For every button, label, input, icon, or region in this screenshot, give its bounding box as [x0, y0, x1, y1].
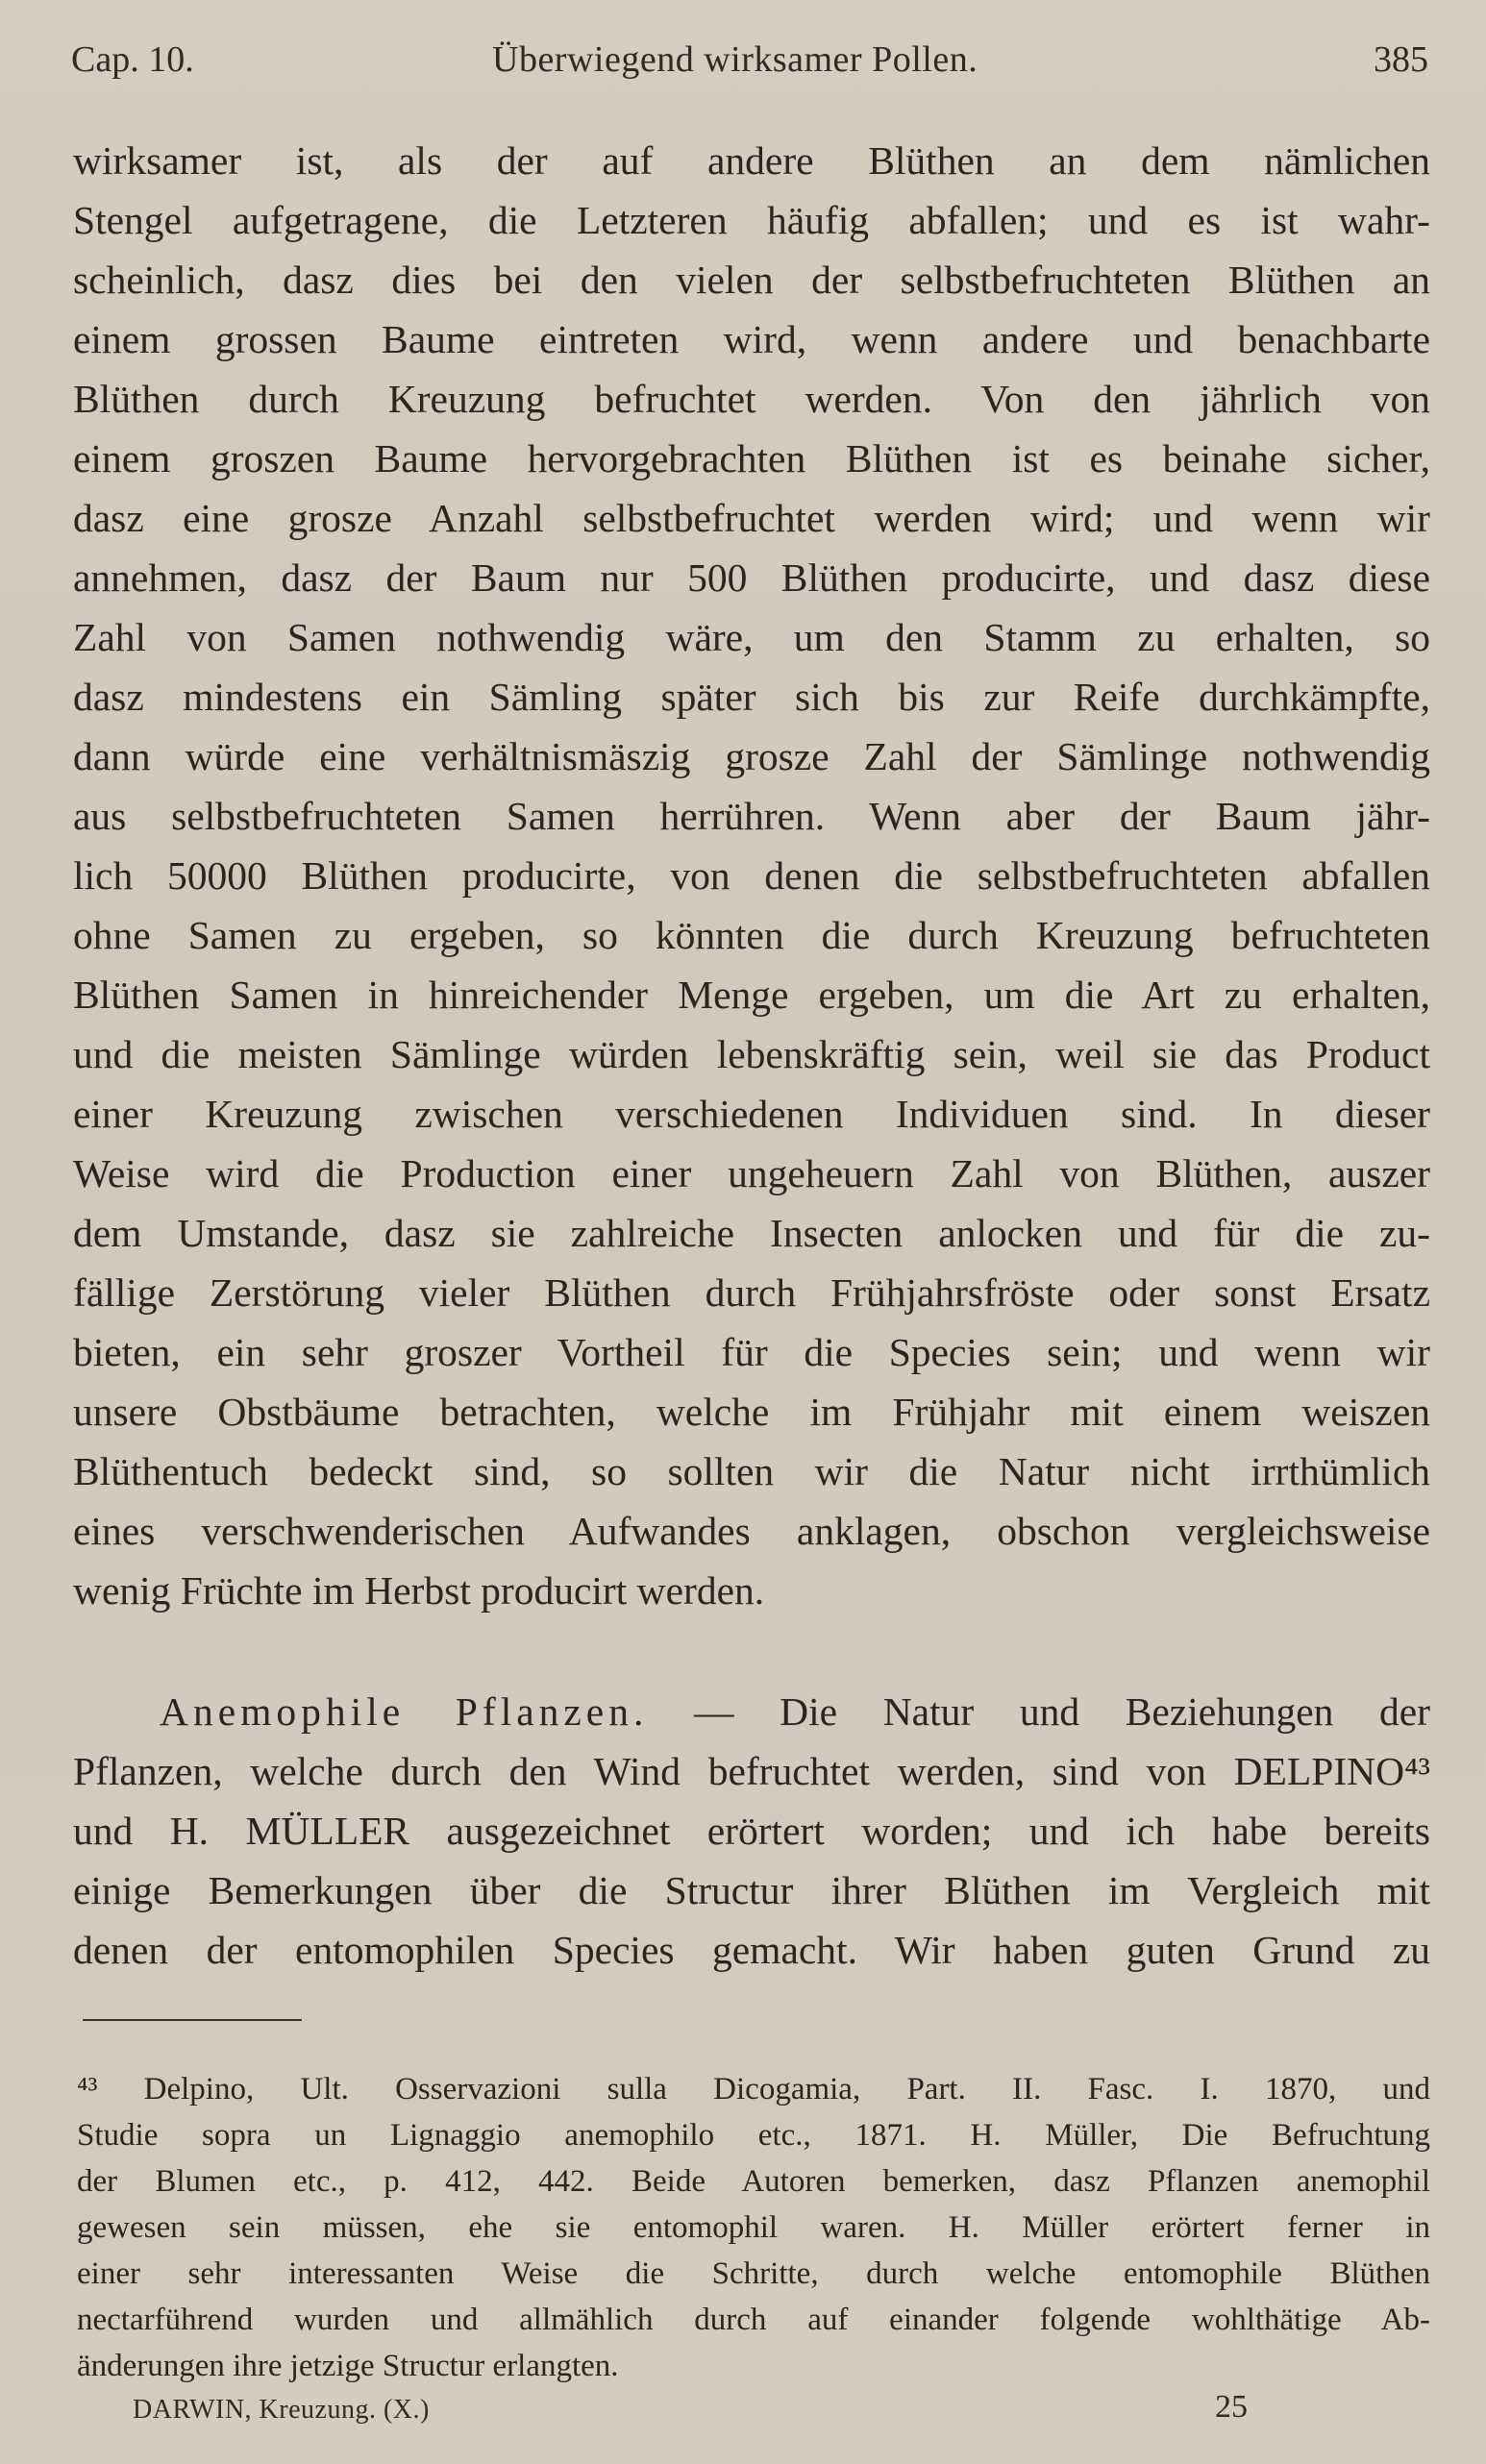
paragraph-2: [73, 1682, 1430, 1980]
text-line: dasz eine grosze Anzahl selbstbefruchtet werden wird; und wenn wir: [73, 496, 1430, 540]
text-line: lich 50000 Blüthen producirte, von denen die selbstbefruchteten abfallen: [73, 853, 1430, 898]
paragraph-1: [73, 131, 1430, 1620]
footnote-line: einer sehr interessanten Weise die Schritte, durch welche entomophile Blüthen: [77, 2256, 1430, 2291]
text-line: und H. MÜLLER ausgezeichnet erörtert worden; und ich habe bereits: [73, 1809, 1430, 1853]
text-line: Blüthentuch bedeckt sind, so sollten wir die Natur nicht irrthümlich: [73, 1449, 1430, 1493]
text-line: Blüthen Samen in hinreichender Menge ergeben, um die Art zu erhalten,: [73, 973, 1430, 1017]
footnote-line: der Blumen etc., p. 412, 442. Beide Autoren bemerken, dasz Pflanzen anemophil: [77, 2164, 1430, 2199]
text-line: annehmen, dasz der Baum nur 500 Blüthen producirte, und dasz diese: [73, 555, 1430, 600]
text-line: Weise wird die Production einer ungeheuern Zahl von Blüthen, auszer: [73, 1151, 1430, 1195]
page-footer: [133, 2389, 1248, 2427]
text-line: scheinlich, dasz dies bei den vielen der selbstbefruchteten Blüthen an: [73, 258, 1430, 302]
footnote: [77, 2066, 1430, 2389]
main-text: [73, 131, 1430, 1980]
text-line: [73, 1682, 1430, 1741]
footnote-line: änderungen ihre jetzige Structur erlangten.: [77, 2349, 619, 2383]
footnote-line: nectarführend wurden und allmählich durch auf einander folgende wohlthätige Ab-: [77, 2303, 1430, 2337]
text-line: wenig Früchte im Herbst producirt werden.: [73, 1568, 765, 1613]
text-line: wirksamer ist, als der auf andere Blüthen an dem nämlichen: [73, 138, 1430, 183]
section-heading: Anemophile Pflanzen.: [160, 1689, 649, 1734]
text-line: unsere Obstbäume betrachten, welche im Frühjahr mit einem weiszen: [73, 1390, 1430, 1434]
text-line: und die meisten Sämlinge würden lebenskräftig sein, weil sie das Product: [73, 1032, 1430, 1076]
text-line: aus selbstbefruchteten Samen herrühren. Wenn aber der Baum jähr-: [73, 794, 1430, 838]
running-title: Überwiegend wirksamer Pollen.: [492, 39, 978, 80]
text-line: ohne Samen zu ergeben, so könnten die durch Kreuzung befruchteten: [73, 913, 1430, 957]
text-line: dann würde eine verhältnismäszig grosze Zahl der Sämlinge nothwendig: [73, 734, 1430, 778]
text-line: dasz mindestens ein Sämling später sich bis zur Reife durchkämpfte,: [73, 675, 1430, 719]
footnote-line: Studie sopra un Lignaggio anemophilo etc., 1871. H. Müller, Die Befruchtung: [77, 2118, 1430, 2153]
text-line: Pflanzen, welche durch den Wind befruchtet werden, sind von DELPINO⁴³: [73, 1749, 1430, 1793]
text-line: einem grossen Baume eintreten wird, wenn andere und benachbarte: [73, 317, 1430, 361]
heading-continuation: — Die Natur und Beziehungen der: [648, 1689, 1430, 1734]
text-line: einer Kreuzung zwischen verschiedenen Individuen sind. In dieser: [73, 1092, 1430, 1136]
chapter-label: Cap. 10.: [71, 39, 194, 80]
text-line: Stengel aufgetragene, die Letzteren häufig abfallen; und es ist wahr-: [73, 198, 1430, 242]
text-line: Zahl von Samen nothwendig wäre, um den Stamm zu erhalten, so: [73, 615, 1430, 659]
text-line: einem groszen Baume hervorgebrachten Blüthen ist es beinahe sicher,: [73, 436, 1430, 480]
text-line: denen der entomophilen Species gemacht. Wir haben guten Grund zu: [73, 1928, 1430, 1972]
text-line: bieten, ein sehr groszer Vortheil für die Species sein; und wenn wir: [73, 1330, 1430, 1374]
sheet-number: 25: [1215, 2389, 1248, 2425]
text-line: fällige Zerstörung vieler Blüthen durch Frühjahrsfröste oder sonst Ersatz: [73, 1270, 1430, 1315]
page-number: 385: [1374, 39, 1428, 80]
running-header: [71, 38, 1428, 86]
signature-mark: DARWIN, Kreuzung. (X.): [133, 2395, 430, 2425]
text-line: eines verschwenderischen Aufwandes anklagen, obschon vergleichsweise: [73, 1509, 1430, 1553]
footnote-line: gewesen sein müssen, ehe sie entomophil waren. H. Müller erörtert ferner in: [77, 2210, 1430, 2245]
text-line: Blüthen durch Kreuzung befruchtet werden. Von den jährlich von: [73, 377, 1430, 421]
paragraph-gap: [73, 1620, 1430, 1682]
footnote-line: ⁴³ Delpino, Ult. Osservazioni sulla Dicogamia, Part. II. Fasc. I. 1870, und: [77, 2072, 1430, 2107]
footnote-divider: [83, 2019, 302, 2021]
text-line: einige Bemerkungen über die Structur ihrer Blüthen im Vergleich mit: [73, 1868, 1430, 1912]
text-line: dem Umstande, dasz sie zahlreiche Insecten anlocken und für die zu-: [73, 1211, 1430, 1255]
